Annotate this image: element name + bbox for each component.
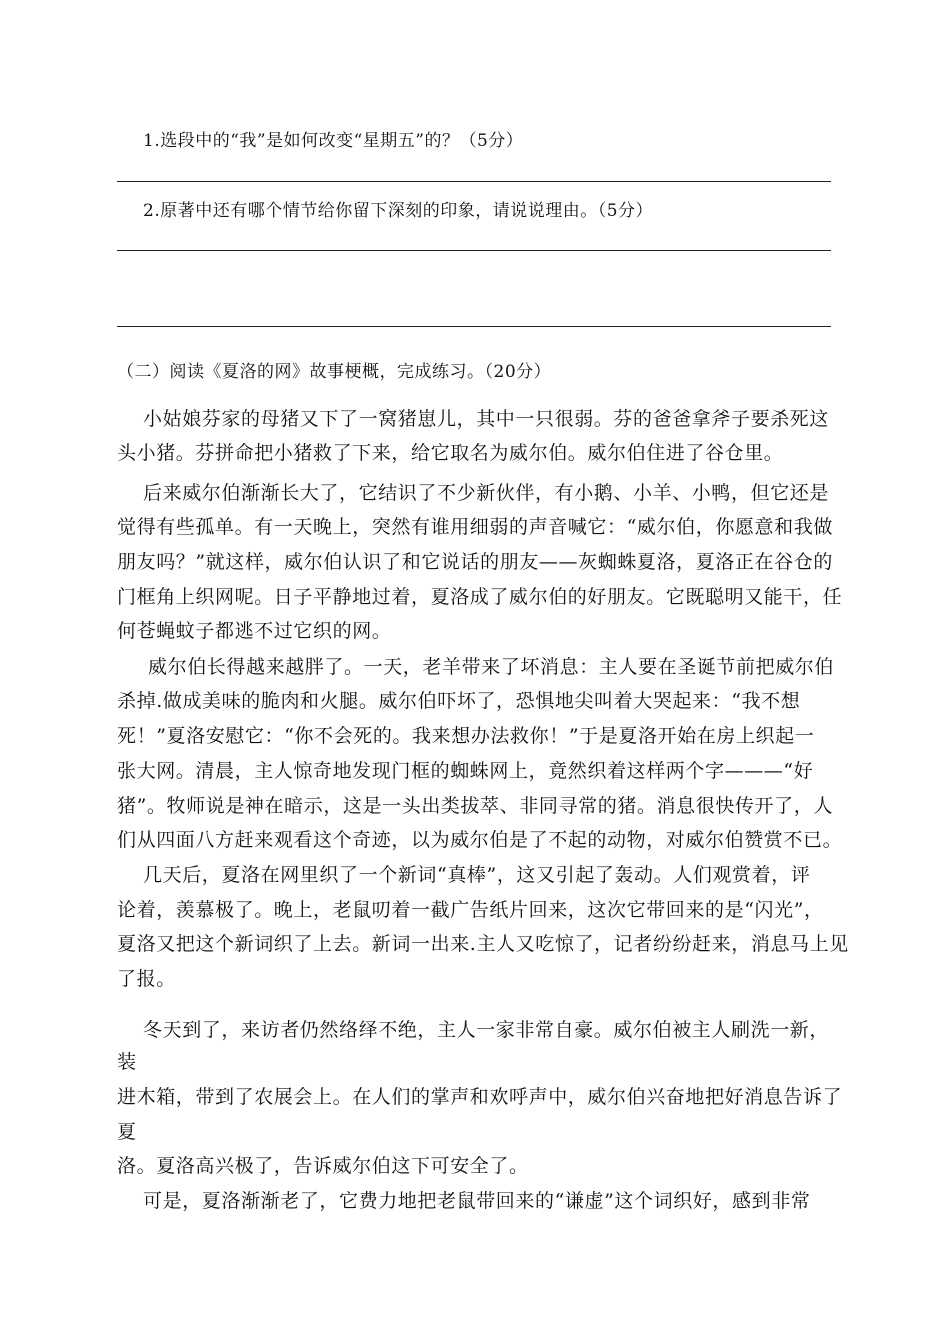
story-line: 装 [117,1051,137,1073]
story-line: 威尔伯长得越来越胖了。一天，老羊带来了坏消息：主人要在圣诞节前把威尔伯 [148,656,835,678]
story-line: 后来威尔伯渐渐长大了，它结识了不少新伙伴，有小鹅、小羊、小鸭，但它还是 [143,482,830,504]
story-line: 头小猪。芬拼命把小猪救了下来，给它取名为威尔伯。威尔伯住进了谷仓里。 [117,442,784,464]
answer-line [117,181,831,182]
question-1: 1.选段中的“我”是如何改变“星期五”的？（5分） [143,131,524,151]
section-heading: （二）阅读《夏洛的网》故事梗概，完成练习。（20分） [117,362,552,382]
story-line: 论着，羡慕极了。晚上，老鼠叨着一截广告纸片回来，这次它带回来的是“闪光”， [117,899,824,921]
question-2: 2.原著中还有哪个情节给你留下深刻的印象，请说说理由。（5分） [143,201,654,221]
story-line: 冬天到了，来访者仍然络绎不绝，主人一家非常自豪。威尔伯被主人刷洗一新， [143,1019,830,1041]
story-line: 们从四面八方赶来观看这个奇迹，以为威尔伯是了不起的动物，对威尔伯赞赏不已。 [117,829,843,851]
story-line: 夏 [117,1121,137,1143]
answer-line [117,250,831,251]
story-line: 洛。夏洛高兴极了，告诉威尔伯这下可安全了。 [117,1155,529,1177]
story-line: 猪”。牧师说是神在暗示，这是一头出类拔萃、非同寻常的猪。消息很快传开了，人 [117,795,833,817]
story-line: 夏洛又把这个新词织了上去。新词一出来.主人又吃惊了，记者纷纷赶来，消息马上见 [117,933,849,955]
story-line: 小姑娘芬家的母猪又下了一窝猪崽儿，其中一只很弱。芬的爸爸拿斧子要杀死这 [143,408,830,430]
story-line: 死！”夏洛安慰它：“你不会死的。我来想办法救你！”于是夏洛开始在房上织起一 [117,725,815,747]
story-line: 门框角上织网呢。日子平静地过着，夏洛成了威尔伯的好朋友。它既聪明又能干，任 [117,586,843,608]
story-line: 觉得有些孤单。有一天晚上，突然有谁用细弱的声音喊它：“威尔伯，你愿意和我做 [117,516,833,538]
story-line: 杀掉.做成美味的脆肉和火腿。威尔伯吓坏了，恐惧地尖叫着大哭起来：“我不想 [117,690,801,712]
story-line: 进木箱，带到了农展会上。在人们的掌声和欢呼声中，威尔伯兴奋地把好消息告诉了 [117,1086,843,1108]
story-line: 了报。 [117,968,176,990]
story-line: 朋友吗？”就这样，威尔伯认识了和它说话的朋友——灰蜘蛛夏洛，夏洛正在谷仓的 [117,551,833,573]
answer-line [117,326,831,327]
story-line: 张大网。清晨，主人惊奇地发现门框的蜘蛛网上，竟然织着这样两个字———“好 [117,760,814,782]
story-line: 何苍蝇蚊子都逃不过它织的网。 [117,620,392,642]
story-line: 几天后，夏洛在网里织了一个新词“真棒”，这又引起了轰动。人们观赏着，评 [143,864,811,886]
story-line: 可是，夏洛渐渐老了，它费力地把老鼠带回来的“谦虚”这个词织好，感到非常 [143,1190,811,1212]
